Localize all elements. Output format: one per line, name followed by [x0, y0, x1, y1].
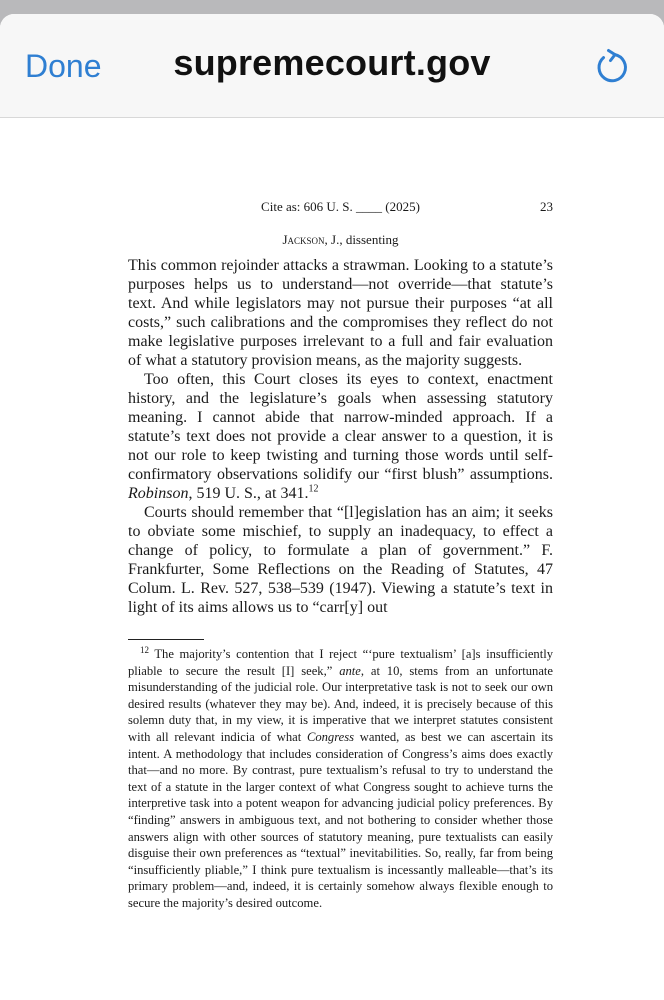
footnote-ante: ante: [339, 663, 361, 678]
footnote-congress: Congress: [306, 729, 355, 744]
reload-icon: [593, 48, 631, 86]
footnote-text-2: , at 10, stems from an unfortunate misunderstanding of the judicial role. Our interpretative task is not to seek our own desired results (whatever they may be). And, indeed, it is precisely because of this solemn duty that, in my view, it is imperative that we interpret statutes consistent with all relevant indicia of what: [128, 663, 554, 744]
footnote-reference[interactable]: 12: [308, 483, 319, 495]
footnote-text-3: wanted, as best we can ascertain its intent. A methodology that includes consideration of Congress’s aims does exactly that—and no more. By contrast, pure textualism’s refusal to try to understand the text of a statute in the larger context of what Congress sought to achieve turns the interpretive task into a potent weapon for advancing judicial policy preferences. By “finding” answers in ambiguous text, and not bothering to consider whether those answers align with other sources of statutory meaning, pure textualists can easily disguise their own preferences as “textual” inevitabilities. So, really, far from being “insufficiently pliable,” I think pure textualism is incessantly malleable—that’s its primary problem—and, indeed, it is certainly somehow always flexible enough to secure the majority’s desired outcome.: [128, 729, 554, 910]
case-name: Robinson: [128, 485, 189, 502]
reload-button[interactable]: [593, 48, 631, 86]
author-name: Jackson: [282, 232, 325, 247]
footnote-text-1: The majority’s contention that I reject “‘pure textualism’ [a]s insufficiently pliable to secure the result [I] seek,”: [128, 647, 553, 678]
paragraph-3: Courts should remember that “[l]egislation has an aim; it seeks to obviate some mischief, to supply an inadequacy, to effect a change of policy, to formulate a plan of government.” F. Frankfurter, Some Reflections on the Reading of Statutes, 47 Colum. L. Rev. 527, 538–539 (1947). Viewing a statute’s text in light of its aims allows us to “carr[y] out: [128, 504, 553, 616]
opinion-author-line: [128, 232, 553, 248]
citation: Cite as: 606 U. S. ____ (2025): [261, 199, 420, 214]
paragraph-2-cite: , 519 U. S., at 341.: [188, 485, 309, 502]
paragraph-2-text: Too often, this Court closes its eyes to context, enactment history, and the legislature’s goals when assessing statutory meaning. I cannot abide that narrow-minded approach. If a statute’s text does not provide a clear answer to a question, it is not our role to keep twisting and turning those words until self-confirmatory observations solidify our “first blush” assumptions.: [128, 371, 553, 483]
page-number: 23: [540, 199, 553, 214]
navigation-bar: [0, 14, 664, 118]
done-button[interactable]: Done: [25, 48, 102, 84]
footnote-divider: [128, 639, 204, 640]
browser-sheet: [0, 14, 664, 1000]
site-title: supremecourt.gov: [173, 42, 491, 83]
opinion-page: [128, 199, 553, 912]
author-suffix: , J., dissenting: [324, 232, 399, 247]
footnote-12: [128, 646, 553, 912]
opinion-body: [128, 256, 553, 617]
paragraph-1: This common rejoinder attacks a strawman. Looking to a statute’s purposes helps us to understand—not override—that statute’s text. And while legislators may not pursue their purposes “at all costs,” such calibrations and the compromises they reflect do not make legislative purposes irrelevant to a full and fair evaluation of what a statutory provision means, as the majority suggests.: [128, 257, 553, 369]
paragraph-2: [128, 370, 553, 503]
footnote-number: 12: [140, 644, 149, 655]
running-header: [128, 199, 553, 219]
